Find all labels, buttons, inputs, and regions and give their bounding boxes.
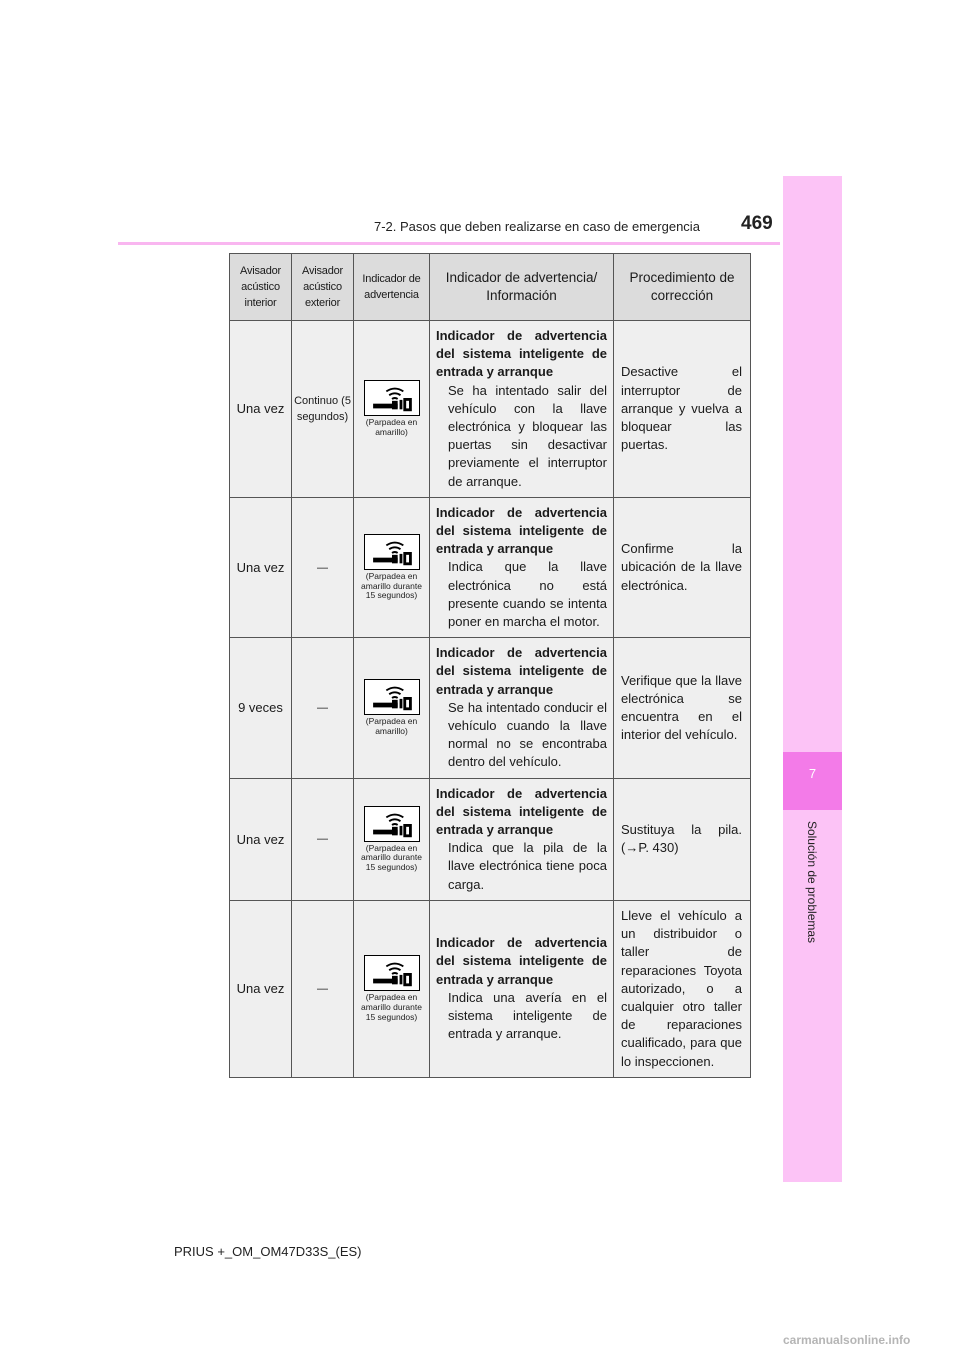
warning-table — [229, 253, 751, 1078]
indicator-caption: (Parpadea en amarillo durante 15 segundos) — [361, 992, 422, 1022]
indicator-cell — [354, 497, 430, 637]
indicator-caption: (Parpadea en amarillo durante 15 segundos) — [361, 571, 422, 601]
info-title: Indicador de advertencia del sistema inteligente de entrada y arranque — [436, 645, 607, 697]
indicator-caption: (Parpadea en amarillo) — [365, 417, 418, 437]
smart-key-warning-icon — [364, 679, 420, 715]
smart-key-warning-icon — [364, 380, 420, 416]
info-body: Se ha intentado salir del vehículo con la llave electrónica y bloquear las puertas sin desactivar previamente el interruptor de arranque. — [448, 382, 607, 489]
info-cell — [430, 900, 614, 1077]
side-tab — [783, 176, 842, 1182]
info-title: Indicador de advertencia del sistema inteligente de entrada y arranque — [436, 328, 607, 380]
smart-key-warning-icon — [364, 955, 420, 991]
side-tab-chapter-marker — [783, 752, 842, 810]
exterior-buzzer-cell: — — [292, 497, 354, 637]
header-exterior-buzzer: Avisador acústico exterior — [292, 254, 354, 321]
model-code: PRIUS +_OM_OM47D33S_(ES) — [174, 1244, 362, 1259]
smart-key-warning-icon — [364, 806, 420, 842]
indicator-cell — [354, 778, 430, 900]
table-row — [230, 900, 751, 1077]
indicator-cell — [354, 638, 430, 778]
table-row — [230, 778, 751, 900]
header-warning-light: Indicador de advertencia — [354, 254, 430, 321]
section-title: 7-2. Pasos que deben realizarse en caso de emergencia — [374, 219, 700, 234]
procedure-cell: Confirme la ubicación de la llave electrónica. — [614, 497, 751, 637]
side-tab-number: 7 — [808, 766, 817, 781]
info-title: Indicador de advertencia del sistema inteligente de entrada y arranque — [436, 785, 607, 838]
indicator-cell — [354, 321, 430, 498]
info-body: Se ha intentado conducir el vehículo cuando la llave normal no se encontraba dentro del vehículo. — [448, 699, 607, 770]
side-tab-label: Solución de problemas — [805, 820, 819, 944]
exterior-buzzer-cell: Continuo (5 segundos) — [292, 321, 354, 498]
exterior-buzzer-cell: — — [292, 778, 354, 900]
info-body: Indica una avería en el sistema inteligente de entrada y arranque. — [448, 989, 607, 1042]
procedure-cell: Sustituya la pila. (→P. 430) — [614, 778, 751, 900]
indicator-cell — [354, 900, 430, 1077]
procedure-cell: Lleve el vehículo a un distribuidor o taller de reparaciones Toyota autorizado, o a cualquier otro taller de reparaciones cualificado, para que lo inspeccionen. — [614, 900, 751, 1077]
header-rule — [118, 242, 780, 245]
info-title: Indicador de advertencia del sistema inteligente de entrada y arranque — [436, 504, 607, 557]
table-row — [230, 497, 751, 637]
table-header-row — [230, 254, 751, 321]
procedure-cell: Desactive el interruptor de arranque y vuelva a bloquear las puertas. — [614, 321, 751, 498]
info-cell — [430, 497, 614, 637]
interior-buzzer-cell: Una vez — [230, 778, 292, 900]
info-cell — [430, 638, 614, 778]
info-body: Indica que la pila de la llave electrónica tiene poca carga. — [448, 840, 607, 892]
table-row — [230, 321, 751, 498]
info-title: Indicador de advertencia del sistema inteligente de entrada y arranque — [436, 935, 607, 987]
exterior-buzzer-cell: — — [292, 638, 354, 778]
header-correction-procedure: Procedimiento de corrección — [614, 254, 751, 321]
info-cell — [430, 321, 614, 498]
page-number: 469 — [741, 213, 773, 234]
smart-key-warning-icon — [364, 534, 420, 570]
table-row — [230, 638, 751, 778]
header-interior-buzzer: Avisador acústico interior — [230, 254, 292, 321]
interior-buzzer-cell: Una vez — [230, 497, 292, 637]
procedure-cell: Verifique que la llave electrónica se encuentra en el interior del vehículo. — [614, 638, 751, 778]
info-cell — [430, 778, 614, 900]
exterior-buzzer-cell: — — [292, 900, 354, 1077]
info-body: Indica que la llave electrónica no está presente cuando se intenta poner en marcha el motor. — [448, 559, 607, 630]
interior-buzzer-cell: Una vez — [230, 900, 292, 1077]
header-warning-info: Indicador de advertencia/ Información — [430, 254, 614, 321]
indicator-caption: (Parpadea en amarillo durante 15 segundos) — [361, 842, 422, 873]
interior-buzzer-cell: Una vez — [230, 321, 292, 498]
indicator-caption: (Parpadea en amarillo) — [365, 716, 418, 736]
watermark: carmanualsonline.info — [783, 1333, 911, 1347]
interior-buzzer-cell: 9 veces — [230, 638, 292, 778]
